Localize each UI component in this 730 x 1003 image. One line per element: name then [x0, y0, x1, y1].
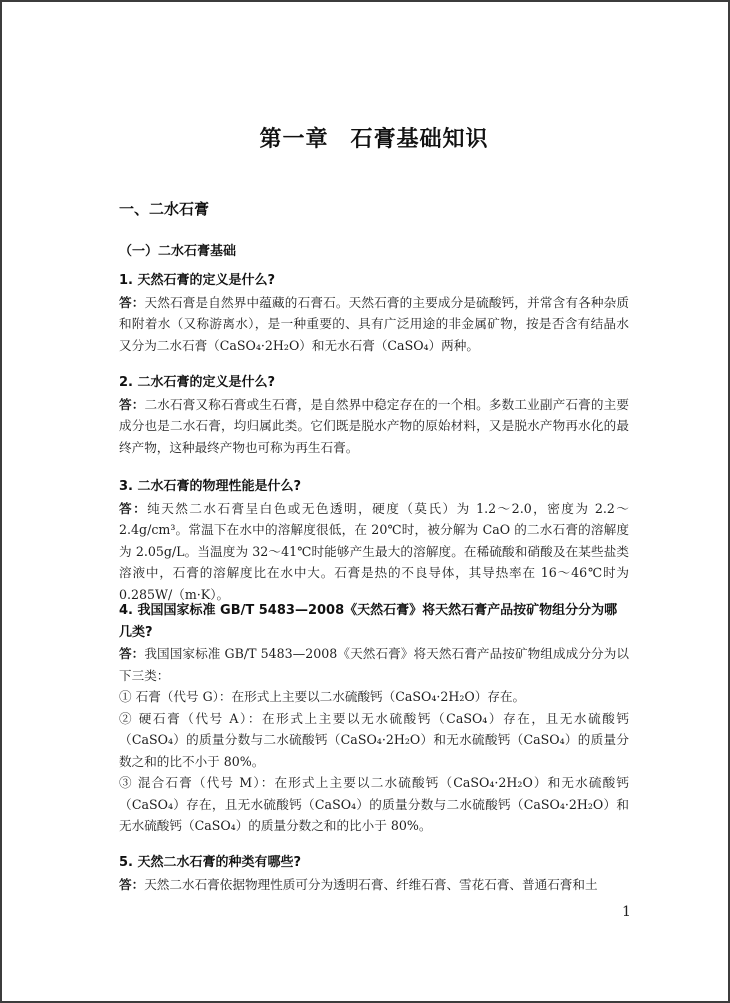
list-item: ① 石膏（代号 G）：在形式上主要以二水硫酸钙（CaSO₄·2H₂O）存在。	[119, 689, 526, 704]
qa-block-4	[119, 600, 629, 837]
answer-text: 我国国家标准 GB/T 5483—2008《天然石膏》将天然石膏产品按矿物组成成分分为以下三类：	[119, 646, 629, 683]
answer-text: 二水石膏又称石膏或生石膏，是自然界中稳定存在的一个相。多数工业副产石膏的主要成分也是二水石膏，均归属此类。它们既是脱水产物的原始材料，又是脱水产物再水化的最终产物，这种最终产物也可称为再生石膏。	[119, 396, 630, 455]
answer-paragraph	[119, 498, 629, 606]
section-title: 一、二水石膏	[119, 200, 210, 218]
question-heading: 5. 天然二水石膏的种类有哪些?	[119, 855, 302, 870]
qa-block-1	[119, 270, 629, 356]
answer-text: 天然石膏是自然界中蕴藏的石膏石。天然石膏的主要成分是硫酸钙，并常含有各种杂质和附着水（又称游离水），是一种重要的、具有广泛用途的非金属矿物，按是否含有结晶水又分为二水石膏（CaSO₄·2H₂O）和无水石膏（CaSO₄）两种。	[119, 294, 630, 353]
qa-block-2	[119, 372, 629, 458]
answer-label: 答：	[119, 646, 145, 661]
answer-text: 天然二水石膏依据物理性质可分为透明石膏、纤维石膏、雪花石膏、普通石膏和土	[144, 876, 598, 892]
answer-paragraph	[119, 643, 629, 686]
answer-label: 答：	[119, 500, 148, 516]
chapter-number: 第一章	[259, 127, 329, 152]
answer-paragraph	[119, 292, 629, 357]
question-heading: 3. 二水石膏的物理性能是什么?	[119, 479, 302, 494]
question-heading: 4. 我国国家标准 GB/T 5483—2008《天然石膏》将天然石膏产品按矿物组分分为哪几类?	[119, 603, 618, 640]
chapter-title	[119, 122, 629, 153]
chapter-name: 石膏基础知识	[350, 127, 489, 152]
qa-block-3	[119, 476, 629, 605]
list-item: ② 硬石膏（代号 A）：在形式上主要以无水硫酸钙（CaSO₄）存在，且无水硫酸钙（CaSO₄）的质量分数与二水硫酸钙（CaSO₄·2H₂O）和无水硫酸钙（CaSO₄）的质量分数之和的比不小于 80%。	[119, 710, 629, 769]
list-item: ③ 混合石膏（代号 M）：在形式上主要以二水硫酸钙（CaSO₄·2H₂O）和无水硫酸钙（CaSO₄）存在，且无水硫酸钙（CaSO₄）的质量分数与二水硫酸钙（CaSO₄·2H₂O）和无水硫酸钙（CaSO₄）的质量分数之和的比小于 80%。	[119, 775, 629, 833]
answer-text: 纯天然二水石膏呈白色或无色透明，硬度（莫氏）为 1.2～2.0，密度为 2.2～2.4g/cm³。常温下在水中的溶解度很低，在 20℃时，被分解为 CaO 的二水石膏的溶解度为 2.05g/L。当温度为 32～41℃时能够产生最大的溶解度。在稀硫酸和硝酸及在某些盐类溶液中，石膏的溶解度比在水中大。石膏是热的不良导体，其导热率在 16～46℃时为 0.285W/（m·K）。	[119, 500, 630, 602]
answer-label: 答：	[119, 294, 145, 310]
answer-label: 答：	[119, 876, 145, 892]
question-heading: 1. 天然石膏的定义是什么?	[119, 273, 276, 288]
answer-paragraph	[119, 394, 629, 459]
question-heading: 2. 二水石膏的定义是什么?	[119, 375, 276, 390]
answer-label: 答：	[119, 396, 145, 412]
subsection-title: （一）二水石膏基础	[119, 244, 237, 259]
answer-paragraph	[119, 874, 629, 896]
page-number: 1	[622, 904, 631, 920]
qa-block-5	[119, 852, 629, 895]
